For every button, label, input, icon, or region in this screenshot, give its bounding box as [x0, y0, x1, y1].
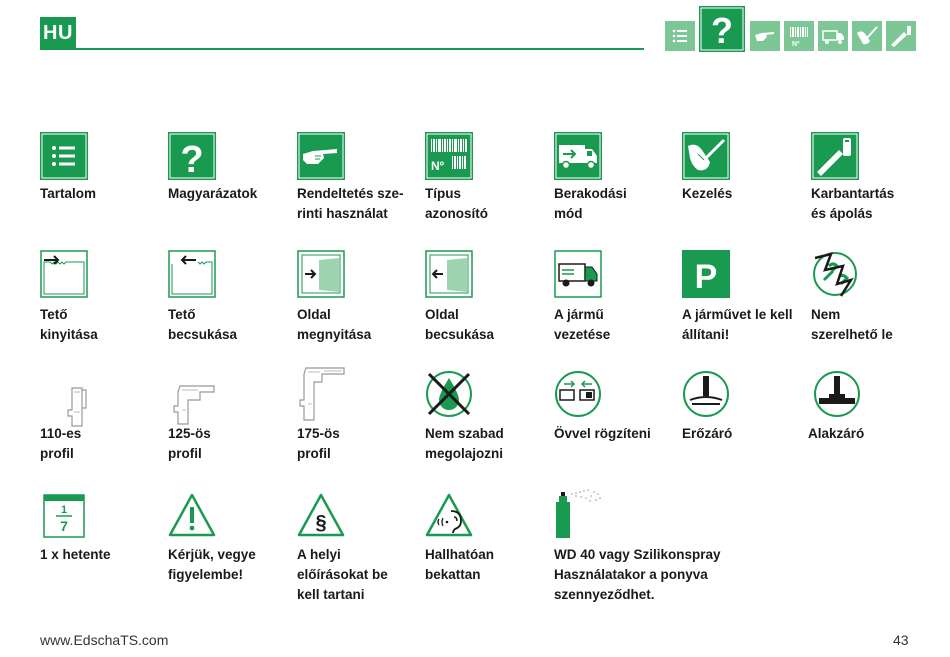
svg-text:7: 7 [60, 518, 68, 534]
svg-text:?: ? [711, 10, 733, 51]
side-open-icon [297, 250, 345, 298]
icon-label: Hallhatóan bekattan [425, 547, 495, 582]
nav-truck-icon[interactable] [818, 21, 848, 51]
icon-label: Tető kinyitása [40, 307, 98, 342]
list-icon [40, 132, 88, 180]
header-rule [40, 48, 644, 50]
maintenance-icon [811, 132, 859, 180]
regulation-icon [297, 491, 345, 539]
roof-close-icon [168, 250, 216, 298]
nav-pointing-hand-icon[interactable] [750, 21, 780, 51]
side-close-icon [425, 250, 473, 298]
no-dismantle-icon [811, 250, 859, 298]
nav-list-icon[interactable] [665, 21, 695, 51]
belt-fasten-icon [554, 370, 602, 418]
audible-click-icon [425, 491, 473, 539]
warning-icon [168, 491, 216, 539]
profile-175-icon [296, 364, 348, 424]
icon-label: Oldal becsukása [425, 307, 495, 342]
icon-label: 1 x hetente [40, 547, 111, 562]
svg-text:?: ? [180, 139, 204, 180]
icon-label: Típus azonosító [425, 186, 488, 221]
question-icon [168, 132, 216, 180]
icon-label: Oldal megnyitása [297, 307, 372, 342]
icon-label: A jármű vezetése [554, 307, 611, 342]
icon-label: Tető becsukása [168, 307, 238, 342]
calendar-icon [40, 491, 88, 539]
icon-label: Karbantartás és ápolás [811, 186, 895, 221]
icon-label: Kérjük, vegye figyelembe! [168, 547, 256, 582]
profile-110-icon [58, 382, 106, 430]
icon-label: Alakzáró [808, 426, 865, 441]
icon-label: Rendeltetés sze- rinti használat [297, 186, 404, 221]
svg-text:P: P [694, 258, 718, 296]
drive-vehicle-icon [554, 250, 602, 298]
svg-text:1: 1 [60, 504, 68, 516]
icon-label: Magyarázatok [168, 186, 258, 201]
page-number: 43 [893, 632, 909, 648]
nav-question-icon[interactable] [699, 6, 745, 52]
parking-icon [682, 250, 730, 298]
icon-label: Övvel rögzíteni [554, 426, 651, 441]
icon-label: Tartalom [40, 186, 97, 201]
icon-label: A helyi előírásokat be kell tartani [297, 547, 388, 602]
icon-label: 175-ös profil [297, 426, 340, 461]
icon-label: A járművet le kell állítani! [682, 307, 793, 342]
footer-url[interactable]: www.EdschaTS.com [40, 632, 169, 648]
form-lock-icon [813, 370, 861, 418]
icon-label: Kezelés [682, 186, 733, 201]
icon-label: 110-es profil [40, 426, 82, 461]
force-lock-icon [682, 370, 730, 418]
svg-text:§: § [315, 512, 327, 534]
pointing-hand-icon [297, 132, 345, 180]
spray-can-icon [554, 488, 606, 540]
nav-handling-icon[interactable] [852, 21, 882, 51]
nav-maintenance-icon[interactable] [886, 21, 916, 51]
icon-label: Nem szerelhető le [811, 307, 893, 342]
icon-label: WD 40 vagy Szilikonspray Használatakor a ponyva szennyeződhet. [554, 547, 721, 602]
roof-open-icon [40, 250, 88, 298]
language-badge: HU [40, 17, 76, 49]
no-oil-icon [425, 370, 473, 418]
barcode-icon [425, 132, 473, 180]
icon-label: Nem szabad megolajozni [425, 426, 504, 461]
icon-label: Erőzáró [682, 426, 733, 441]
handling-icon [682, 132, 730, 180]
profile-125-icon [170, 380, 218, 428]
icon-label: 125-ös profil [168, 426, 211, 461]
nav-barcode-icon[interactable] [784, 21, 814, 51]
truck-loading-icon [554, 132, 602, 180]
icon-label: Berakodási mód [554, 186, 627, 221]
svg-text:Nº: Nº [792, 41, 800, 48]
svg-text:Nº: Nº [431, 159, 445, 173]
